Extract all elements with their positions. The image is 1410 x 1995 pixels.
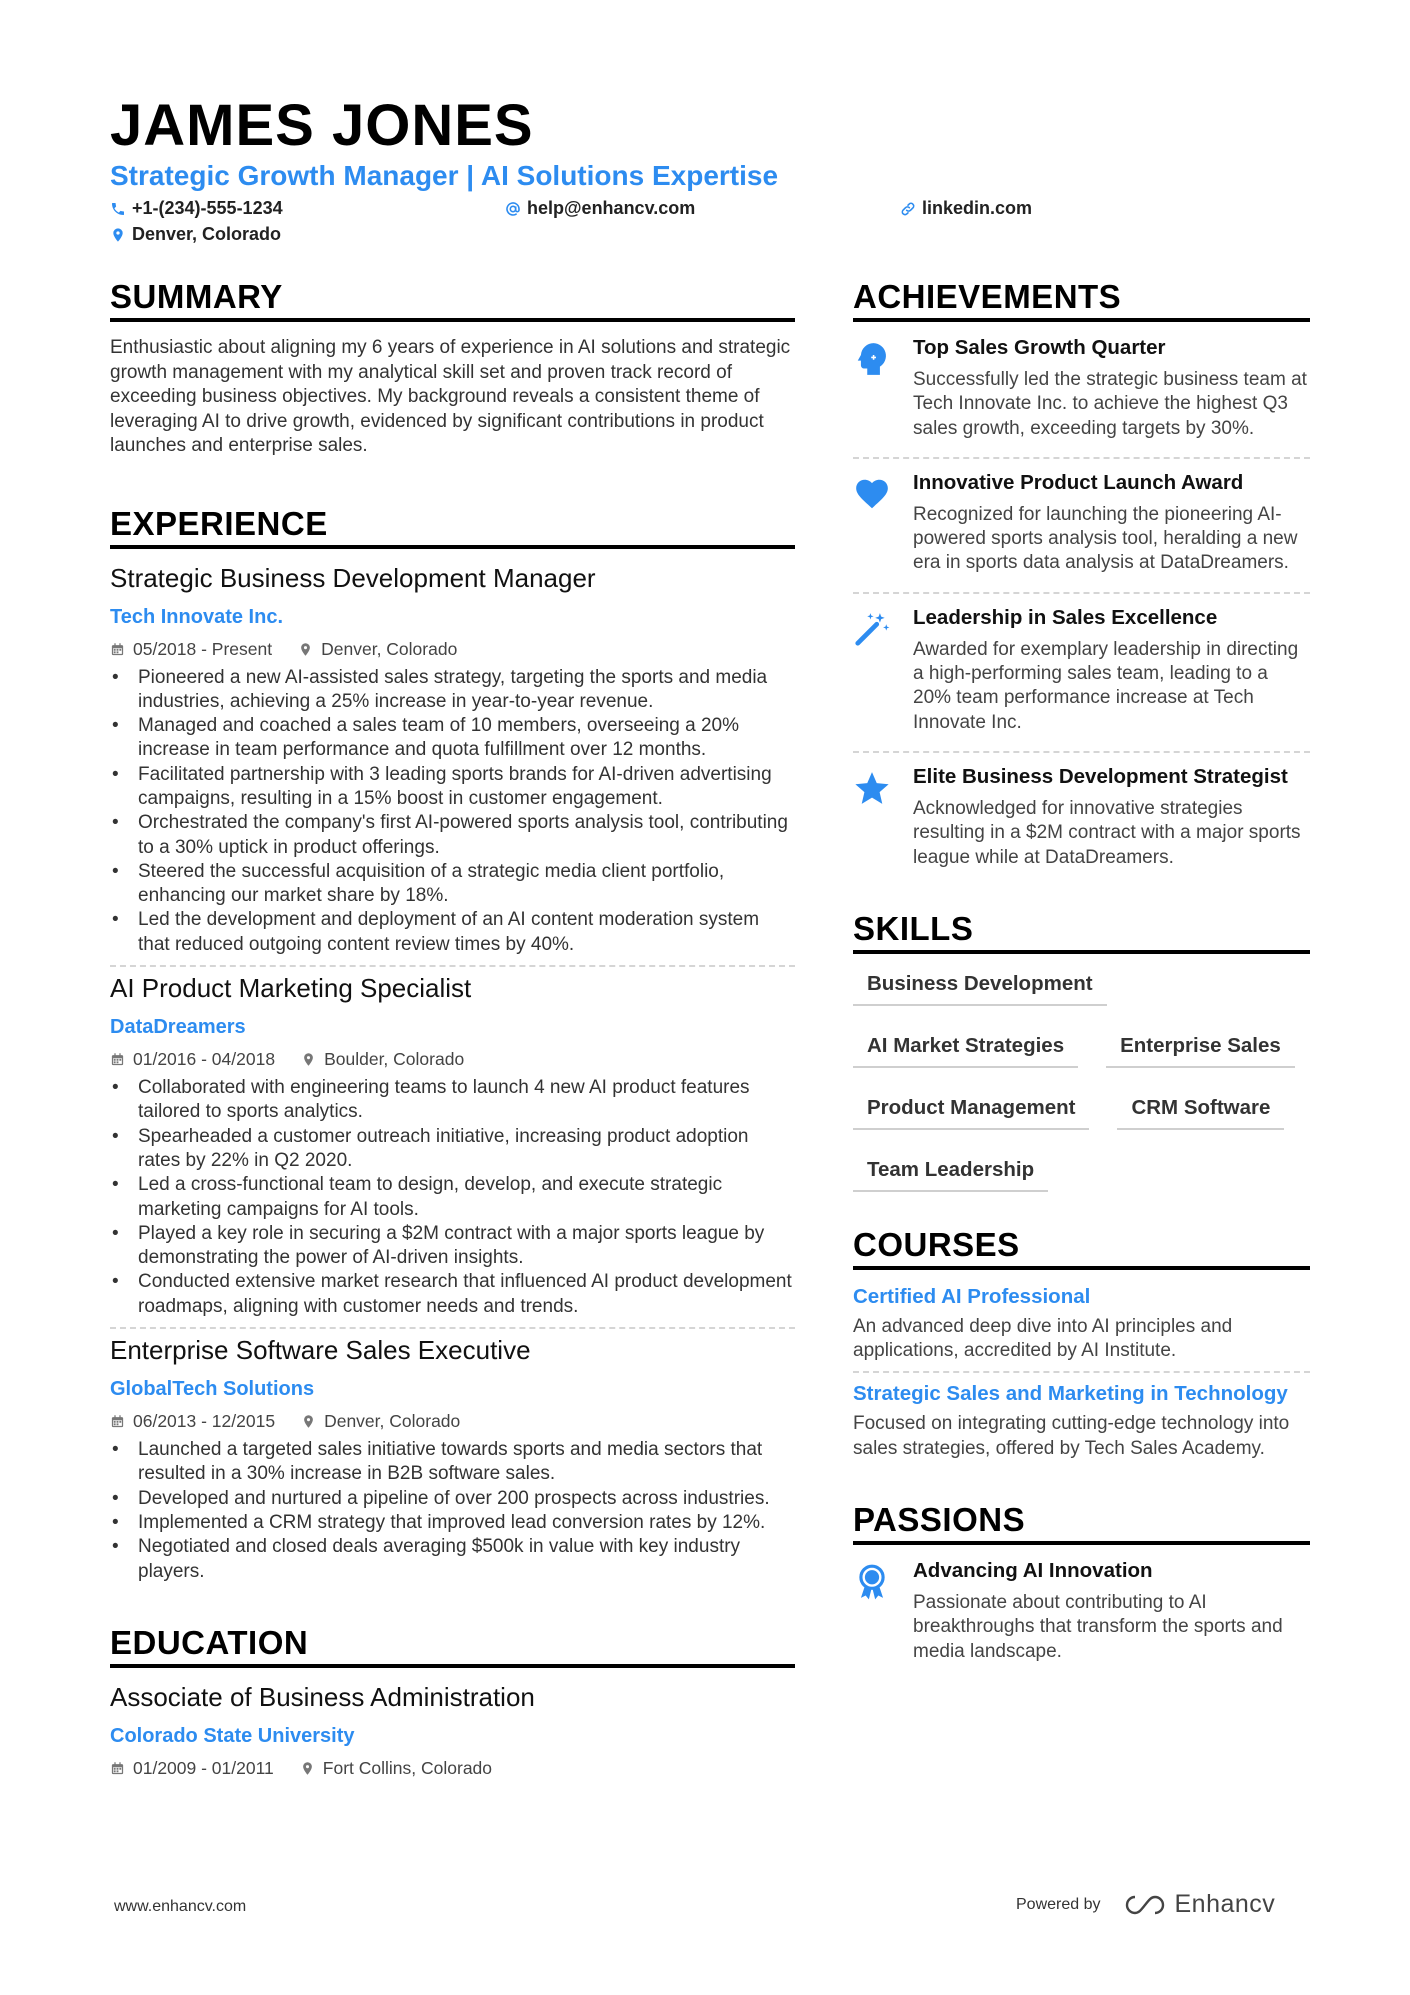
bullet-item: • Steered the successful acquisition of a strategic media client portfolio, enhancing our market share by 18%. [110,860,795,909]
job-location: Denver, Colorado [324,1411,461,1432]
education-heading: EDUCATION [110,1624,795,1668]
school-name: Colorado State University [110,1724,355,1747]
experience-entry [110,563,795,958]
education-location: Fort Collins, Colorado [322,1757,493,1778]
course-desc: An advanced deep dive into AI principles and applications, accredited by AI Institute. [853,1315,1233,1362]
calendar-icon [110,1761,125,1776]
achievement-item [853,759,1310,880]
divider [853,592,1310,594]
skills-heading: SKILLS [853,910,1310,954]
contact-phone[interactable] [110,198,283,219]
award-ribbon-icon [853,1563,891,1601]
course-item [853,1381,1310,1461]
bullet-item: • Played a key role in securing a $2M contract with a major sports league by demonstrating the power of AI-driven insights. [110,1222,795,1271]
course-desc: Focused on integrating cutting-edge technology into sales strategies, offered by Tech Sales Academy. [853,1413,1290,1459]
summary-text: Enthusiastic about aligning my 6 years of experience in AI solutions and strategic growth management with my analytical skill set and proven track record of exceeding business objectives. My background reveals a consistent theme of leveraging AI to drive growth, evidenced by significant contributions in product launches and enterprise sales. [110,337,791,456]
company-name: GlobalTech Solutions [110,1378,315,1401]
contact-email[interactable] [505,198,695,219]
heart-icon [853,475,891,513]
achievement-title: Elite Business Development Strategist [913,764,1288,788]
powered-by-label: Powered by [1016,1895,1101,1913]
achievement-desc: Successfully led the strategic business team at Tech Innovate Inc. to achieve the highest Q3 sales growth, exceeding targets by 30%. [913,369,1307,439]
achievement-item [853,465,1310,586]
education-entry [110,1682,795,1779]
passion-item [853,1553,1310,1674]
passion-desc: Passionate about contributing to AI breakthroughs that transform the sports and media landscape. [913,1592,1283,1662]
location-pin-icon [110,227,126,243]
left-column [110,278,795,1787]
job-meta [110,639,795,660]
summary-heading: SUMMARY [110,278,795,322]
bullet-item: • Orchestrated the company's first AI-powered sports analysis tool, contributing to a 30% uptick in product offerings. [110,811,795,860]
phone-icon [110,201,126,217]
job-meta [110,1049,795,1070]
candidate-name: JAMES JONES [110,93,534,158]
location-pin-icon [298,642,313,657]
achievement-desc: Recognized for launching the pioneering AI-powered sports analysis tool, heralding a new era in sports data analysis at DataDreamers. [913,503,1298,574]
calendar-icon [110,1052,125,1067]
magic-wand-icon [853,610,891,648]
location-pin-icon [301,1052,316,1067]
skill-tag: CRM Software [1117,1084,1284,1130]
skill-tag: AI Market Strategies [853,1022,1078,1068]
email-text: help@enhancv.com [527,198,696,218]
skill-tag: Team Leadership [853,1146,1048,1192]
brand-logo[interactable] [1123,1890,1276,1919]
skill-tag: Enterprise Sales [1106,1022,1295,1068]
achievements-heading: ACHIEVEMENTS [853,278,1310,322]
achievement-title: Leadership in Sales Excellence [913,605,1218,629]
course-title: Strategic Sales and Marketing in Technology [853,1382,1288,1406]
bullet-item: • Implemented a CRM strategy that improved lead conversion rates by 12%. [110,1511,795,1535]
achievement-title: Top Sales Growth Quarter [913,336,1166,359]
divider [110,965,795,967]
location-text: Denver, Colorado [132,224,282,244]
bullet-item: • Facilitated partnership with 3 leading sports brands for AI-driven advertising campaigns, resulting in a 15% boost in customer engagement. [110,763,795,812]
skill-tag: Product Management [853,1084,1089,1130]
location-pin-icon [301,1414,316,1429]
job-meta [110,1411,795,1432]
achievement-item [853,330,1310,451]
enhancv-logo-icon [1123,1893,1167,1917]
bullet-item: • Negotiated and closed deals averaging $500k in value with key industry players. [110,1535,795,1584]
passions-heading: PASSIONS [853,1501,1310,1545]
experience-entry [110,1335,795,1584]
job-title: Enterprise Software Sales Executive [110,1335,531,1366]
courses-heading: COURSES [853,1226,1310,1270]
job-dates: 06/2013 - 12/2015 [133,1411,276,1432]
education-meta [110,1758,795,1779]
skills-list [853,960,1310,1208]
job-location: Denver, Colorado [321,638,458,659]
achievement-item [853,600,1310,745]
star-icon [853,769,891,807]
phone-text: +1-(234)-555-1234 [132,198,283,218]
job-dates: 05/2018 - Present [133,638,273,659]
link-icon [900,201,916,217]
footer-branding [1016,1890,1275,1919]
bullet-item: • Collaborated with engineering teams to launch 4 new AI product features tailored to sports analytics. [110,1076,795,1125]
job-bullets [110,1438,795,1584]
achievement-title: Innovative Product Launch Award [913,470,1244,494]
right-column [853,278,1310,1674]
experience-heading: EXPERIENCE [110,505,795,549]
brand-name: Enhancv [1174,1890,1276,1918]
location-pin-icon [300,1761,315,1776]
divider [853,457,1310,459]
bullet-item: • Led a cross-functional team to design, develop, and execute strategic marketing campaigns for AI tools. [110,1173,795,1222]
achievement-desc: Awarded for exemplary leadership in directing a high-performing sales team, leading to a 20% team performance increase at Tech Innovate Inc. [913,638,1299,733]
bullet-item: • Conducted extensive market research that influenced AI product development roadmaps, aligning with customer needs and trends. [110,1270,795,1319]
divider [853,751,1310,753]
divider [853,1371,1310,1373]
course-item [853,1284,1310,1364]
divider [110,1327,795,1329]
job-location: Boulder, Colorado [324,1049,465,1070]
calendar-icon [110,642,125,657]
course-title: Certified AI Professional [853,1284,1091,1308]
bullet-item: • Developed and nurtured a pipeline of over 200 prospects across industries. [110,1487,795,1511]
achievement-desc: Acknowledged for innovative strategies resulting in a $2M contract with a major sports league while at DataDreamers. [913,797,1301,868]
candidate-headline: Strategic Growth Manager | AI Solutions Expertise [110,160,779,191]
bullet-item: • Led the development and deployment of an AI content moderation system that reduced outgoing content review times by 40%. [110,908,795,957]
experience-entry [110,973,795,1319]
calendar-icon [110,1414,125,1429]
linkedin-text: linkedin.com [922,198,1033,218]
passion-title: Advancing AI Innovation [913,1559,1153,1583]
job-dates: 01/2016 - 04/2018 [133,1049,276,1070]
bullet-item: • Managed and coached a sales team of 10 members, overseeing a 20% increase in team performance and quota fulfillment over 12 months. [110,714,795,763]
job-bullets [110,666,795,958]
bullet-item: • Launched a targeted sales initiative towards sports and media sectors that resulted in a 30% increase in B2B software sales. [110,1438,795,1487]
job-title: Strategic Business Development Manager [110,562,596,593]
at-icon [505,201,521,217]
contact-linkedin[interactable] [900,198,1032,219]
bullet-item: • Pioneered a new AI-assisted sales strategy, targeting the sports and media industries, achieving a 25% increase in year-to-year revenue. [110,666,795,715]
job-title: AI Product Marketing Specialist [110,973,472,1004]
footer-website[interactable]: www.enhancv.com [114,1898,247,1915]
head-icon [853,340,891,378]
company-name: Tech Innovate Inc. [110,605,283,628]
company-name: DataDreamers [110,1016,246,1039]
degree-title: Associate of Business Administration [110,1681,535,1712]
skill-tag: Business Development [853,960,1107,1006]
education-dates: 01/2009 - 01/2011 [133,1757,274,1778]
job-bullets [110,1076,795,1319]
contact-location [110,224,281,245]
bullet-item: • Spearheaded a customer outreach initiative, increasing product adoption rates by 22% in Q2 2020. [110,1125,795,1174]
